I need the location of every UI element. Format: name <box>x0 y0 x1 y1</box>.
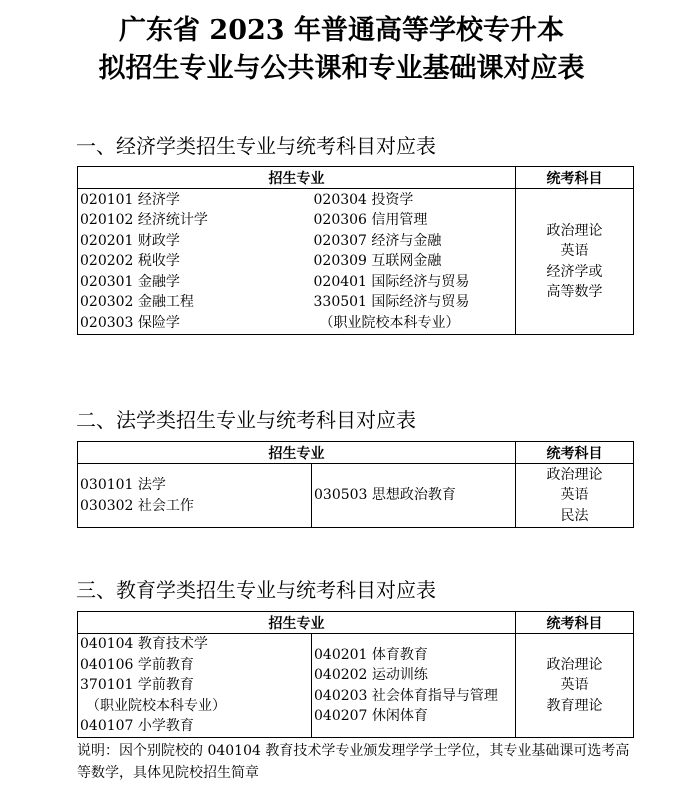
major-item: （职业院校本科专业） <box>319 314 460 331</box>
major-item: 030302 社会工作 <box>80 497 194 514</box>
major-item: 030503 思想政治教育 <box>314 487 456 504</box>
education-table <box>77 611 634 738</box>
header-subjects: 统考科目 <box>516 612 634 634</box>
major-item: 040207 休闲体育 <box>314 708 428 724</box>
major-item: 040104 教育技术学 <box>80 636 208 653</box>
right-majors-cell <box>312 634 516 738</box>
subjects-cell <box>516 634 634 738</box>
major-item: 020304 投资学 <box>313 191 414 208</box>
subject-item: 英语 <box>560 487 589 504</box>
major-item: 020201 财政学 <box>80 232 180 249</box>
subject-item: 英语 <box>560 243 589 259</box>
major-item: 040107 小学教育 <box>80 718 194 735</box>
major-item: 020306 信用管理 <box>313 212 428 229</box>
subject-item: 民法 <box>560 507 589 524</box>
major-item: 020303 保险学 <box>80 314 180 331</box>
subject-item: 教育理论 <box>546 697 603 714</box>
major-item: 020301 金融学 <box>80 273 180 290</box>
left-majors-cell <box>78 464 312 528</box>
subject-item: 高等数学 <box>546 284 603 300</box>
subjects-cell <box>516 189 634 335</box>
footnote: 说明：因个别院校的 040104 教育技术学专业颁发理学学士学位，其专业基础课可选考高等数学，具体见院校招生简章 <box>77 743 630 781</box>
header-major: 招生专业 <box>78 167 516 189</box>
section-heading-law: 二、法学类招生专业与统考科目对应表 <box>76 408 416 432</box>
major-item: 020102 经济统计学 <box>80 212 208 229</box>
major-item: 020309 互联网金融 <box>313 253 442 270</box>
major-item: 040201 体育教育 <box>314 646 428 663</box>
major-item: 020202 税收学 <box>80 253 180 270</box>
right-majors-cell <box>312 189 516 335</box>
section-heading-economics: 一、经济学类招生专业与统考科目对应表 <box>76 134 436 158</box>
law-table <box>77 441 634 528</box>
major-item: 040202 运动训练 <box>314 667 428 683</box>
subjects-cell <box>516 464 634 528</box>
economics-table <box>77 166 634 335</box>
document-title-line-2: 拟招生专业与公共课和专业基础课对应表 <box>98 53 585 84</box>
subject-item: 英语 <box>560 677 589 694</box>
header-major: 招生专业 <box>78 442 516 464</box>
major-item: 020307 经济与金融 <box>313 232 442 249</box>
major-item: 020401 国际经济与贸易 <box>313 273 470 290</box>
major-item: 330501 国际经济与贸易 <box>313 294 470 311</box>
right-majors-cell <box>312 464 516 528</box>
subject-item: 政治理论 <box>546 656 603 673</box>
major-item: 040203 社会体育指导与管理 <box>314 687 498 704</box>
left-majors-cell <box>78 634 312 738</box>
major-item: 020101 经济学 <box>80 191 180 208</box>
header-major: 招生专业 <box>78 612 516 634</box>
left-majors-cell <box>78 189 312 335</box>
subject-item: 政治理论 <box>546 222 603 239</box>
major-item: 040106 学前教育 <box>80 656 194 673</box>
major-item: 020302 金融工程 <box>80 294 194 311</box>
major-item: 370101 学前教育 <box>80 677 194 694</box>
document-title-line-1: 广东省 2023 年普通高等学校专升本 <box>119 15 564 46</box>
subject-item: 政治理论 <box>546 466 603 483</box>
section-heading-education: 三、教育学类招生专业与统考科目对应表 <box>76 578 436 602</box>
header-subjects: 统考科目 <box>516 167 634 189</box>
major-item: 030101 法学 <box>80 477 166 493</box>
major-item: （职业院校本科专业） <box>86 697 226 714</box>
header-subjects: 统考科目 <box>516 442 634 464</box>
subject-item: 经济学或 <box>546 263 603 280</box>
